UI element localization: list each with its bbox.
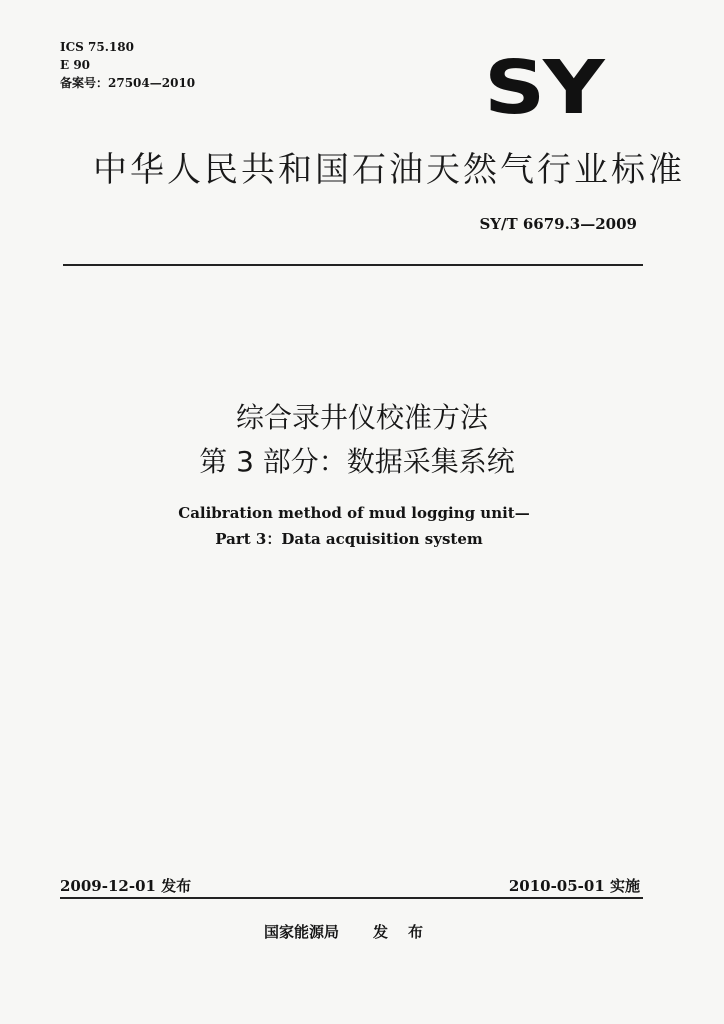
issuer-line xyxy=(264,921,443,942)
filing-number: 备案号：27504—2010 xyxy=(60,76,196,90)
effective-date: 2010-05-01 实施 xyxy=(508,877,640,895)
category-code: E 90 xyxy=(60,58,91,72)
sy-logo xyxy=(484,45,624,131)
logo-text: SY xyxy=(484,45,603,131)
chinese-title-line-2: 第 3 部分：数据采集系统 xyxy=(199,445,515,478)
standard-number: SY/T 6679.3—2009 xyxy=(479,215,637,233)
issuer-name: 国家能源局 xyxy=(264,923,340,941)
ics-code: ICS 75.180 xyxy=(60,40,134,54)
classification-block xyxy=(60,38,195,92)
organization-title: 中华人民共和国石油天然气行业标准 xyxy=(93,150,685,190)
english-title-line-2: Part 3：Data acquisition system xyxy=(215,530,483,548)
bottom-divider xyxy=(60,897,643,899)
issue-date: 2009-12-01 发布 xyxy=(60,877,192,895)
english-title-line-1: Calibration method of mud logging unit— xyxy=(178,504,530,522)
top-divider xyxy=(63,264,643,266)
issuer-action: 发布 xyxy=(373,923,444,941)
chinese-title-line-1: 综合录井仪校准方法 xyxy=(235,401,488,434)
